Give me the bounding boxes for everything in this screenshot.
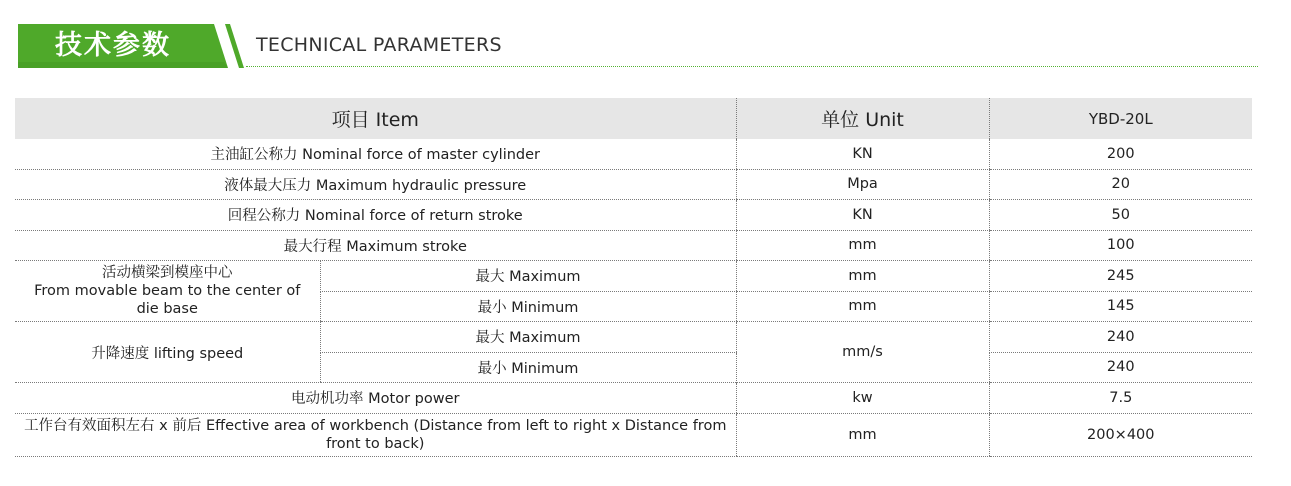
beam-distance-label-cn: 活动横梁到模座中心 — [102, 265, 233, 281]
table-row — [15, 322, 1252, 353]
row-unit: mm — [736, 413, 989, 456]
row-unit: KN — [736, 200, 989, 231]
row-value: 200×400 — [989, 413, 1252, 456]
table-row — [15, 169, 1252, 200]
sub-label-max: 最大 Maximum — [320, 261, 736, 292]
row-unit: mm/s — [736, 322, 989, 383]
row-value: 100 — [989, 230, 1252, 261]
row-label: 回程公称力 Nominal force of return stroke — [15, 200, 736, 231]
row-unit: kw — [736, 383, 989, 414]
row-value: 240 — [989, 352, 1252, 383]
row-value: 240 — [989, 322, 1252, 353]
en-section-title: TECHNICAL PARAMETERS — [256, 34, 502, 56]
table-row — [15, 200, 1252, 231]
slash-decoration — [222, 24, 246, 70]
table-header-row — [15, 98, 1252, 139]
column-header-item: 项目 Item — [15, 98, 736, 139]
cn-section-title: 技术参数 — [55, 30, 171, 61]
row-unit: mm — [736, 230, 989, 261]
table-row — [15, 413, 1252, 456]
sub-label-min: 最小 Minimum — [320, 352, 736, 383]
row-value: 145 — [989, 291, 1252, 322]
row-value: 20 — [989, 169, 1252, 200]
sub-label-max: 最大 Maximum — [320, 322, 736, 353]
table-row — [15, 230, 1252, 261]
table-row — [15, 261, 1252, 292]
header-divider — [246, 66, 1258, 67]
row-label: 最大行程 Maximum stroke — [15, 230, 736, 261]
title-banner — [18, 24, 228, 68]
row-unit: mm — [736, 291, 989, 322]
row-value: 7.5 — [989, 383, 1252, 414]
row-label: 电动机功率 Motor power — [15, 383, 736, 414]
column-header-model: YBD-20L — [989, 98, 1252, 139]
row-unit: mm — [736, 261, 989, 292]
row-value: 245 — [989, 261, 1252, 292]
beam-distance-label-en: From movable beam to the center of die base — [34, 283, 301, 317]
row-label: 工作台有效面积左右 x 前后 Effective area of workbench (Distance from left to right x Distance from front to back) — [15, 413, 736, 456]
row-label: 主油缸公称力 Nominal force of master cylinder — [15, 139, 736, 169]
row-label-lifting-speed: 升降速度 lifting speed — [15, 322, 320, 383]
sub-label-min: 最小 Minimum — [320, 291, 736, 322]
row-unit: Mpa — [736, 169, 989, 200]
row-label-beam-distance — [15, 261, 320, 322]
row-unit: KN — [736, 139, 989, 169]
table-row — [15, 139, 1252, 169]
row-value: 200 — [989, 139, 1252, 169]
column-header-unit: 单位 Unit — [736, 98, 989, 139]
parameters-table — [15, 98, 1252, 457]
row-value: 50 — [989, 200, 1252, 231]
table-row — [15, 383, 1252, 414]
row-label: 液体最大压力 Maximum hydraulic pressure — [15, 169, 736, 200]
